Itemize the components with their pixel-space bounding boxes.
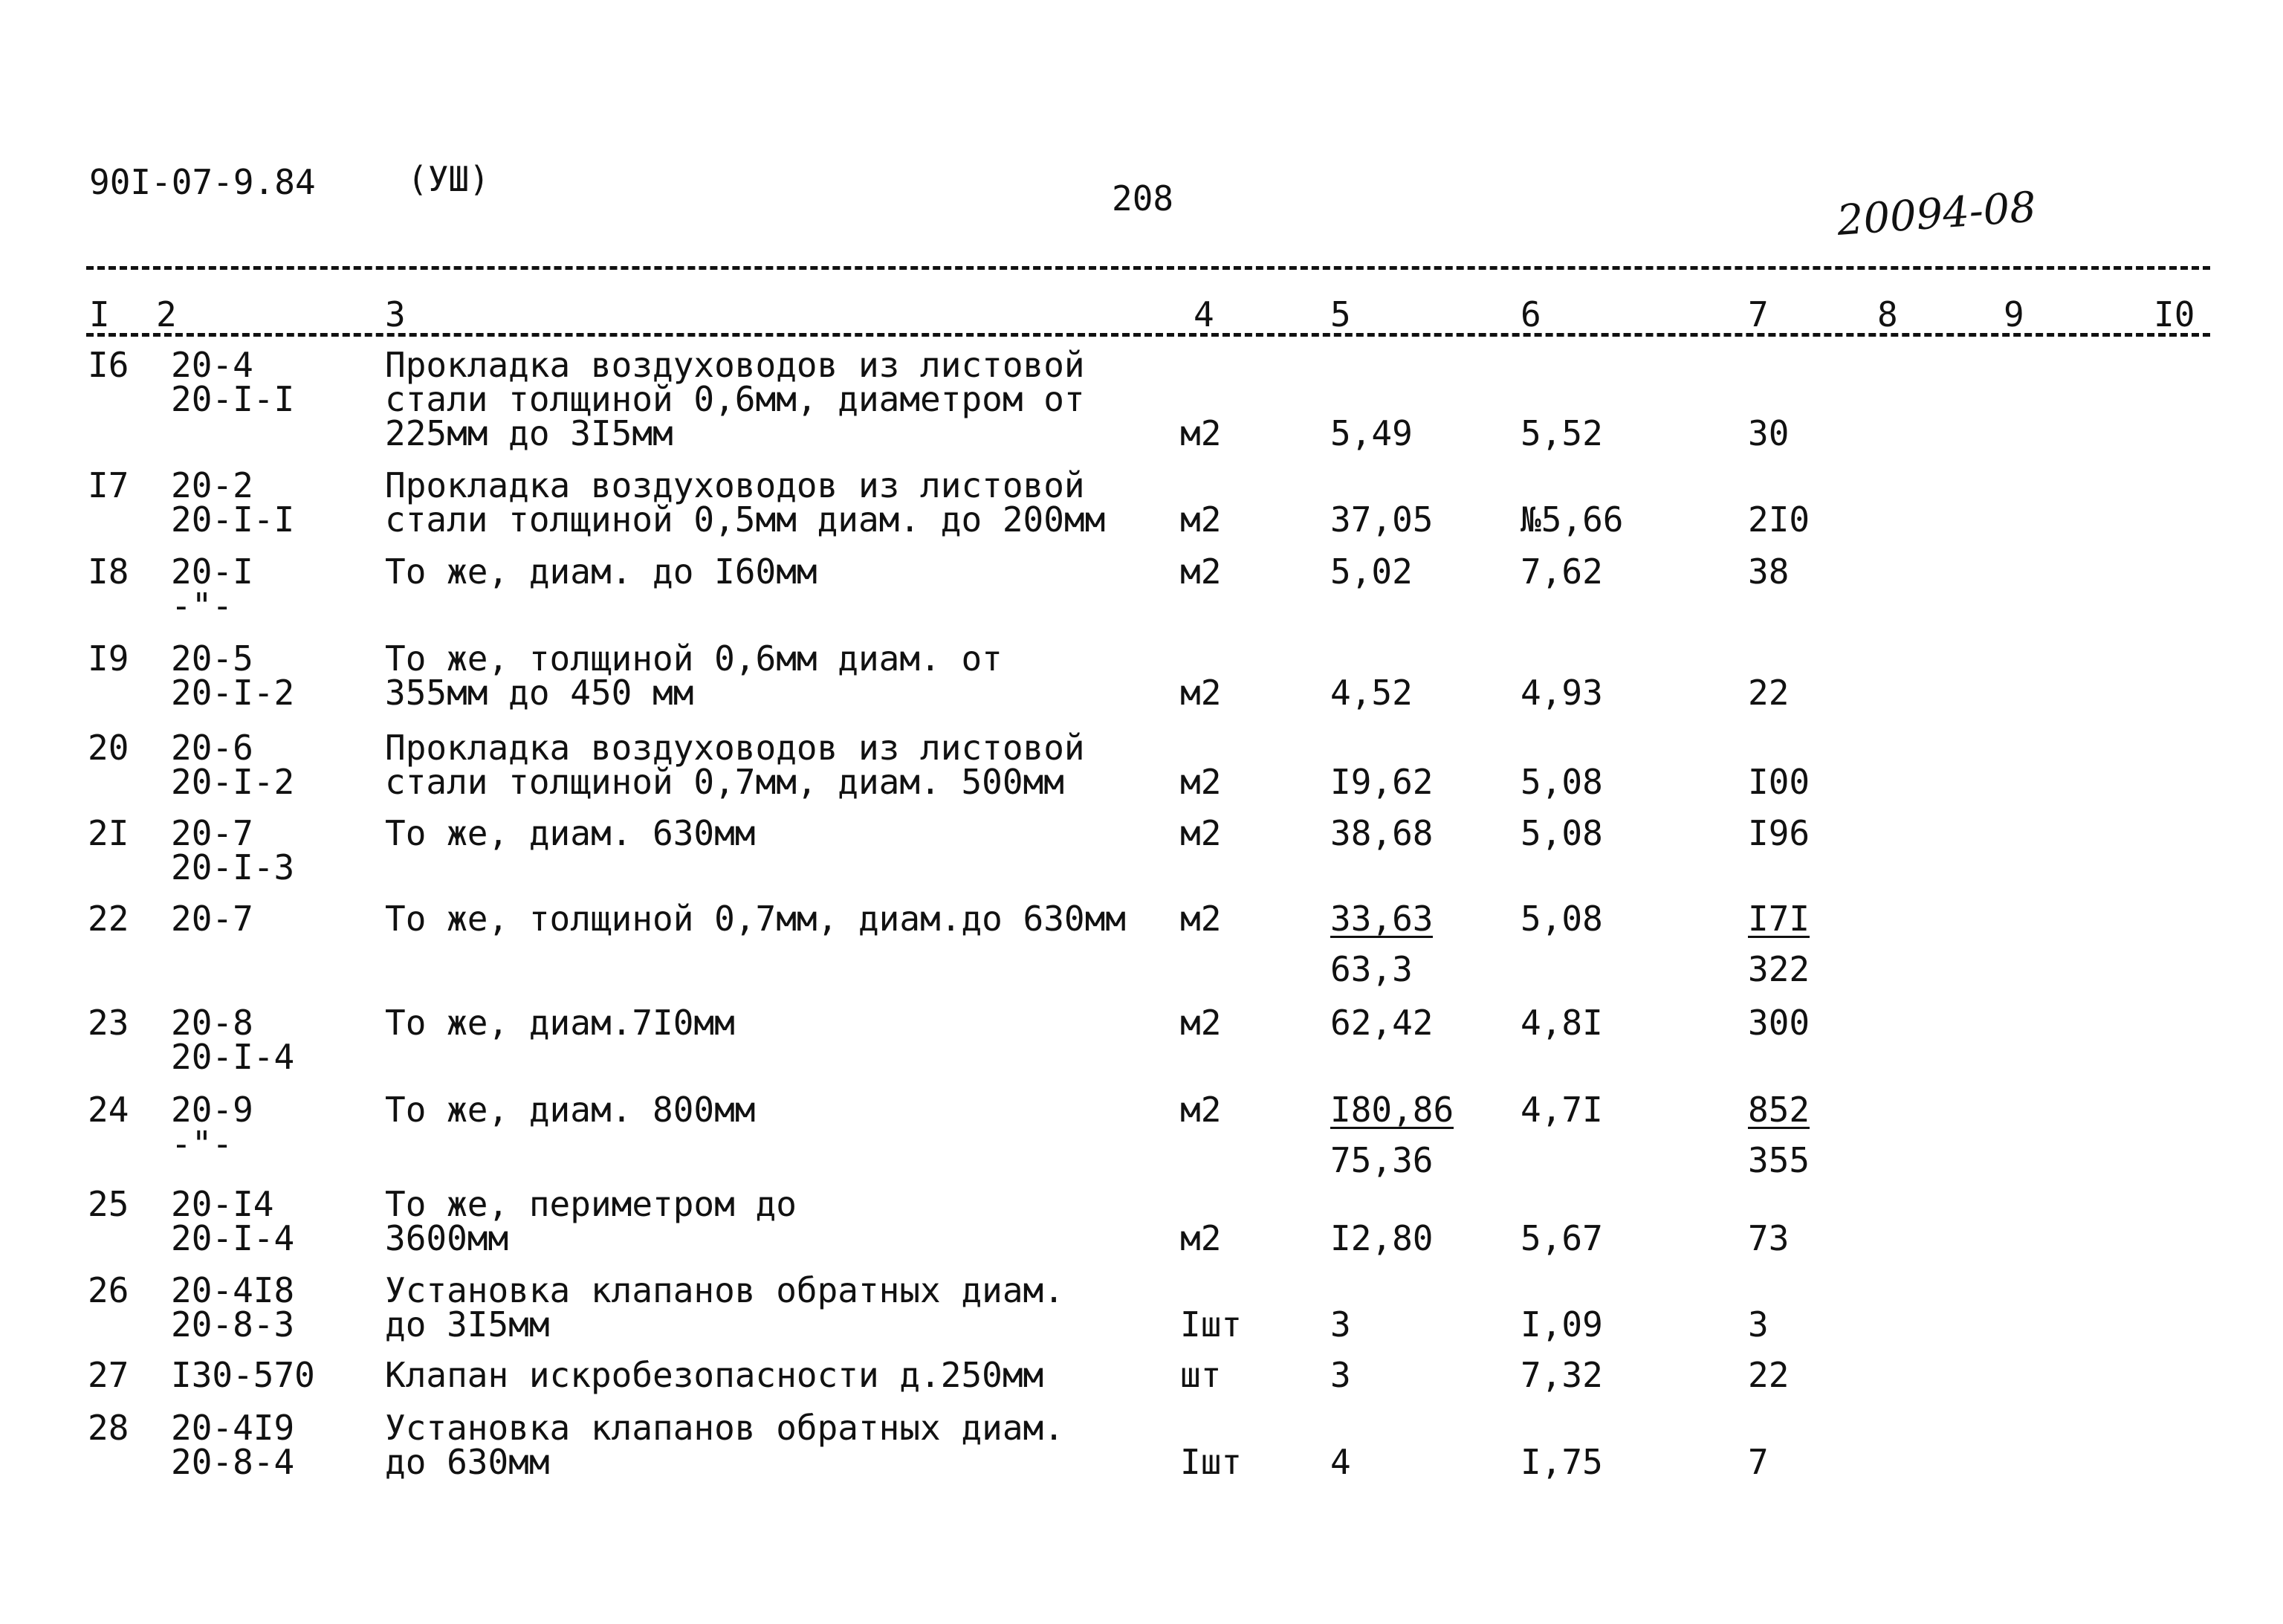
column-header-divider: [86, 333, 2210, 337]
column-number: 9: [2004, 294, 2024, 334]
description-line: Прокладка воздуховодов из листовой: [385, 728, 1085, 768]
row-number: 2I: [88, 813, 129, 853]
total-cell: 22: [1748, 1355, 1790, 1395]
column-number: 2: [156, 294, 177, 334]
unit-cell: м2: [1180, 673, 1222, 713]
row-number: I9: [88, 638, 129, 679]
total-cell: 38: [1748, 551, 1790, 592]
rate-cell: I,09: [1521, 1304, 1603, 1345]
code-cell: 20-4: [171, 345, 253, 385]
rate-cell: I,75: [1521, 1442, 1603, 1482]
handwritten-note: 20094-08: [1835, 183, 2038, 245]
unit-cell: м2: [1180, 551, 1222, 592]
quantity-cell: 62,42: [1330, 1003, 1434, 1043]
unit-cell: м2: [1180, 762, 1222, 802]
quantity-cell: 37,05: [1330, 499, 1434, 540]
code-cell: 20-6: [171, 728, 253, 768]
code-cell: 20-I-2: [171, 762, 295, 802]
row-number: 22: [88, 899, 129, 939]
column-number: 8: [1877, 294, 1898, 334]
quantity-cell: 5,49: [1330, 413, 1413, 453]
unit-cell: м2: [1180, 1003, 1222, 1043]
description-line: 355мм до 450 мм: [385, 673, 694, 713]
code-cell: 20-8-4: [171, 1442, 295, 1482]
quantity-cell: 5,02: [1330, 551, 1413, 592]
description-line: То же, диам. 800мм: [385, 1090, 756, 1130]
rate-cell: 7,62: [1521, 551, 1603, 592]
description-line: 225мм до 3I5мм: [385, 413, 673, 453]
row-number: 24: [88, 1090, 129, 1130]
rate-cell: 4,8I: [1521, 1003, 1603, 1043]
rate-cell: 5,52: [1521, 413, 1603, 453]
rate-cell: №5,66: [1521, 499, 1624, 540]
description-line: до 3I5мм: [385, 1304, 550, 1345]
unit-cell: м2: [1180, 1090, 1222, 1130]
code-cell: 20-8: [171, 1003, 253, 1043]
rate-cell: 4,93: [1521, 673, 1603, 713]
code-cell: -"-: [171, 586, 233, 626]
row-number: I7: [88, 465, 129, 505]
total-cell: I96: [1748, 813, 1810, 853]
code-cell: 20-5: [171, 638, 253, 679]
description-line: То же, диам. до I60мм: [385, 551, 817, 592]
quantity-cell: 38,68: [1330, 813, 1434, 853]
description-line: стали толщиной 0,6мм, диаметром от: [385, 379, 1085, 419]
code-cell: 20-I-I: [171, 499, 295, 540]
description-line: То же, толщиной 0,7мм, диам.до 630мм: [385, 899, 1126, 939]
column-number: 4: [1194, 294, 1214, 334]
code-cell: 20-I: [171, 551, 253, 592]
unit-cell: м2: [1180, 813, 1222, 853]
description-line: То же, толщиной 0,6мм диам. от: [385, 638, 1003, 679]
rate-cell: 5,08: [1521, 813, 1603, 853]
total-cell: I00: [1748, 762, 1810, 802]
rate-cell: 7,32: [1521, 1355, 1603, 1395]
quantity-cell: I80,86: [1330, 1090, 1454, 1130]
total-cell: 355: [1748, 1140, 1810, 1180]
total-cell: 852: [1748, 1090, 1810, 1130]
row-number: 27: [88, 1355, 129, 1395]
quantity-cell: 33,63: [1330, 899, 1434, 939]
code-cell: 20-I-4: [171, 1037, 295, 1077]
total-cell: 322: [1748, 949, 1810, 989]
quantity-cell: I9,62: [1330, 762, 1434, 802]
quantity-cell: 75,36: [1330, 1140, 1434, 1180]
quantity-cell: 4: [1330, 1442, 1351, 1482]
document-sub-code: (УШ): [407, 159, 490, 199]
quantity-cell: 3: [1330, 1304, 1351, 1345]
code-cell: 20-I-I: [171, 379, 295, 419]
rate-cell: 5,67: [1521, 1218, 1603, 1258]
code-cell: 20-I4: [171, 1184, 274, 1224]
column-number: I0: [2154, 294, 2195, 334]
row-number: I8: [88, 551, 129, 592]
column-number: 5: [1330, 294, 1351, 334]
header-divider: [86, 266, 2210, 270]
code-cell: 20-I-3: [171, 847, 295, 887]
column-number: 7: [1748, 294, 1769, 334]
code-cell: 20-7: [171, 899, 253, 939]
rate-cell: 4,7I: [1521, 1090, 1603, 1130]
code-cell: -"-: [171, 1124, 233, 1164]
column-number: I: [89, 294, 110, 334]
description-line: Прокладка воздуховодов из листовой: [385, 345, 1085, 385]
description-line: до 630мм: [385, 1442, 550, 1482]
code-cell: 20-4I8: [171, 1270, 295, 1310]
row-number: I6: [88, 345, 129, 385]
description-line: То же, диам. 630мм: [385, 813, 756, 853]
total-cell: 73: [1748, 1218, 1790, 1258]
code-cell: 20-9: [171, 1090, 253, 1130]
unit-cell: м2: [1180, 499, 1222, 540]
quantity-cell: 4,52: [1330, 673, 1413, 713]
description-line: стали толщиной 0,5мм диам. до 200мм: [385, 499, 1106, 540]
rate-cell: 5,08: [1521, 899, 1603, 939]
total-cell: I7I: [1748, 899, 1810, 939]
column-number: 6: [1521, 294, 1541, 334]
description-line: 3600мм: [385, 1218, 509, 1258]
total-cell: 3: [1748, 1304, 1769, 1345]
unit-cell: шт: [1180, 1355, 1222, 1395]
description-line: Клапан искробезопасности д.250мм: [385, 1355, 1044, 1395]
description-line: То же, периметром до: [385, 1184, 797, 1224]
code-cell: 20-7: [171, 813, 253, 853]
unit-cell: Iшт: [1180, 1304, 1243, 1345]
quantity-cell: 3: [1330, 1355, 1351, 1395]
code-cell: 20-8-3: [171, 1304, 295, 1345]
unit-cell: м2: [1180, 413, 1222, 453]
page-number: 208: [1112, 178, 1174, 219]
unit-cell: м2: [1180, 1218, 1222, 1258]
code-cell: 20-4I9: [171, 1408, 295, 1448]
row-number: 26: [88, 1270, 129, 1310]
total-cell: 2I0: [1748, 499, 1810, 540]
row-number: 28: [88, 1408, 129, 1448]
description-line: То же, диам.7I0мм: [385, 1003, 735, 1043]
total-cell: 22: [1748, 673, 1790, 713]
document-code: 90I-07-9.84: [89, 162, 316, 202]
total-cell: 300: [1748, 1003, 1810, 1043]
row-number: 23: [88, 1003, 129, 1043]
quantity-cell: I2,80: [1330, 1218, 1434, 1258]
row-number: 20: [88, 728, 129, 768]
unit-cell: Iшт: [1180, 1442, 1243, 1482]
code-cell: 20-I-2: [171, 673, 295, 713]
rate-cell: 5,08: [1521, 762, 1603, 802]
quantity-cell: 63,3: [1330, 949, 1413, 989]
code-cell: I30-570: [171, 1355, 315, 1395]
code-cell: 20-I-4: [171, 1218, 295, 1258]
code-cell: 20-2: [171, 465, 253, 505]
description-line: стали толщиной 0,7мм, диам. 500мм: [385, 762, 1064, 802]
description-line: Установка клапанов обратных диам.: [385, 1270, 1064, 1310]
description-line: Прокладка воздуховодов из листовой: [385, 465, 1085, 505]
description-line: Установка клапанов обратных диам.: [385, 1408, 1064, 1448]
row-number: 25: [88, 1184, 129, 1224]
column-number: 3: [385, 294, 406, 334]
total-cell: 7: [1748, 1442, 1769, 1482]
unit-cell: м2: [1180, 899, 1222, 939]
total-cell: 30: [1748, 413, 1790, 453]
